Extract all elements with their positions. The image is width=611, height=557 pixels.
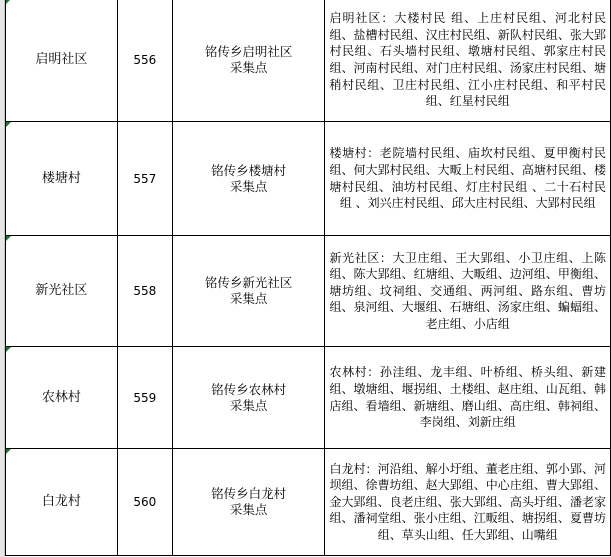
table-row — [6, 122, 611, 236]
code-cell[interactable] — [117, 122, 172, 236]
collection-point-cell[interactable] — [172, 449, 325, 556]
table-row — [6, 236, 611, 347]
groups-text: 农林村：孙洼组、龙丰组、叶桥组、桥头组、新建组、墩塘组、堰拐组、土楼组、赵庄组、山瓦组、韩店组、看墙组、新塘组、磨山组、高庄组、韩祠组、李岗组、刘新庄组 — [329, 365, 606, 430]
community-name-cell[interactable] — [6, 236, 118, 347]
groups-cell[interactable] — [325, 236, 611, 347]
groups-cell[interactable] — [325, 0, 611, 122]
collection-point: 铭传乡楼塘村 采集点 — [211, 162, 287, 194]
collection-point-cell[interactable] — [172, 236, 325, 347]
table-row — [6, 449, 611, 556]
table-row — [6, 0, 611, 122]
comment-marker-icon — [6, 449, 11, 454]
groups-cell[interactable] — [325, 347, 611, 449]
collection-point-cell[interactable] — [172, 122, 325, 236]
code: 558 — [133, 284, 157, 298]
code-cell[interactable] — [117, 236, 172, 347]
groups-text: 启明社区：大楼村民 组、上庄村民组、河北村民组、盐槽村民组、汉庄村民组、新队村民组、张大郢村民组、石头墙村民组、墩塘村民组、郭家庄村民组、河南村民组、对门庄村民组、汤家庄村民组、塘稍村民组、卫庄村民组、江小庄村民组、和平村民组、红星村民组 — [329, 11, 606, 109]
community-name: 农林村 — [41, 389, 81, 405]
groups-text: 白龙村：河沿组、解小圩组、董老庄组、郭小郢、河坝组、徐曹坊组、赵大郢组、中心庄组、曹大郢组、金大郢组、良老庄组、张大郢组、高头圩组、潘老家组、潘祠堂组、张小庄组、江畈组、塘拐组、夏曹坊组、草头山组、任大郢组、山嘴组 — [329, 461, 606, 542]
comment-marker-icon — [6, 122, 11, 127]
community-name-cell[interactable] — [6, 122, 118, 236]
code: 560 — [133, 495, 157, 509]
comment-marker-icon — [6, 347, 11, 352]
code: 559 — [133, 390, 157, 405]
collection-points-table — [5, 0, 611, 556]
collection-point: 铭传乡农林村 采集点 — [211, 381, 287, 413]
community-name: 白龙村 — [41, 494, 81, 509]
collection-point-cell[interactable] — [172, 0, 325, 122]
code: 557 — [133, 171, 157, 186]
community-name-cell[interactable] — [6, 347, 118, 449]
community-name: 楼塘村 — [41, 170, 81, 186]
comment-marker-icon — [6, 0, 11, 4]
groups-text: 新光社区：大卫庄组、王大郢组、小卫庄组、上陈组、陈大郢组、红塘组、大畈组、边河组、甲衡组、塘坊组、坟祠组、交通组、两河组、路东组、曹坊组、泉河组、大堰组、石塘组、汤家庄组、蝙蝠组、老庄组、小店组 — [329, 250, 606, 331]
comment-marker-icon — [6, 236, 11, 241]
code: 556 — [133, 53, 157, 67]
groups-cell[interactable] — [325, 449, 611, 556]
community-name-cell[interactable] — [6, 449, 118, 556]
code-cell[interactable] — [117, 347, 172, 449]
groups-text: 楼塘村：老院墙村民组、庙坎村民组、夏甲衡村民组、何大郢村民组、大畈上村民组、高塘村民组、楼塘村民组、油坊村民组、灯庄村民组 、二十石村民组 、刘兴庄村民组、邱大庄村民组、大郢村民组 — [329, 146, 606, 211]
community-name: 启明社区 — [35, 52, 88, 67]
collection-point: 铭传乡启明社区 采集点 — [204, 44, 293, 75]
code-cell[interactable] — [117, 449, 172, 556]
collection-point: 铭传乡白龙村 采集点 — [211, 486, 287, 517]
collection-point-cell[interactable] — [172, 347, 325, 449]
collection-point: 铭传乡新光社区 采集点 — [204, 275, 293, 306]
groups-cell[interactable] — [325, 122, 611, 236]
community-name: 新光社区 — [35, 283, 88, 298]
table-row — [6, 347, 611, 449]
community-name-cell[interactable] — [6, 0, 118, 122]
code-cell[interactable] — [117, 0, 172, 122]
